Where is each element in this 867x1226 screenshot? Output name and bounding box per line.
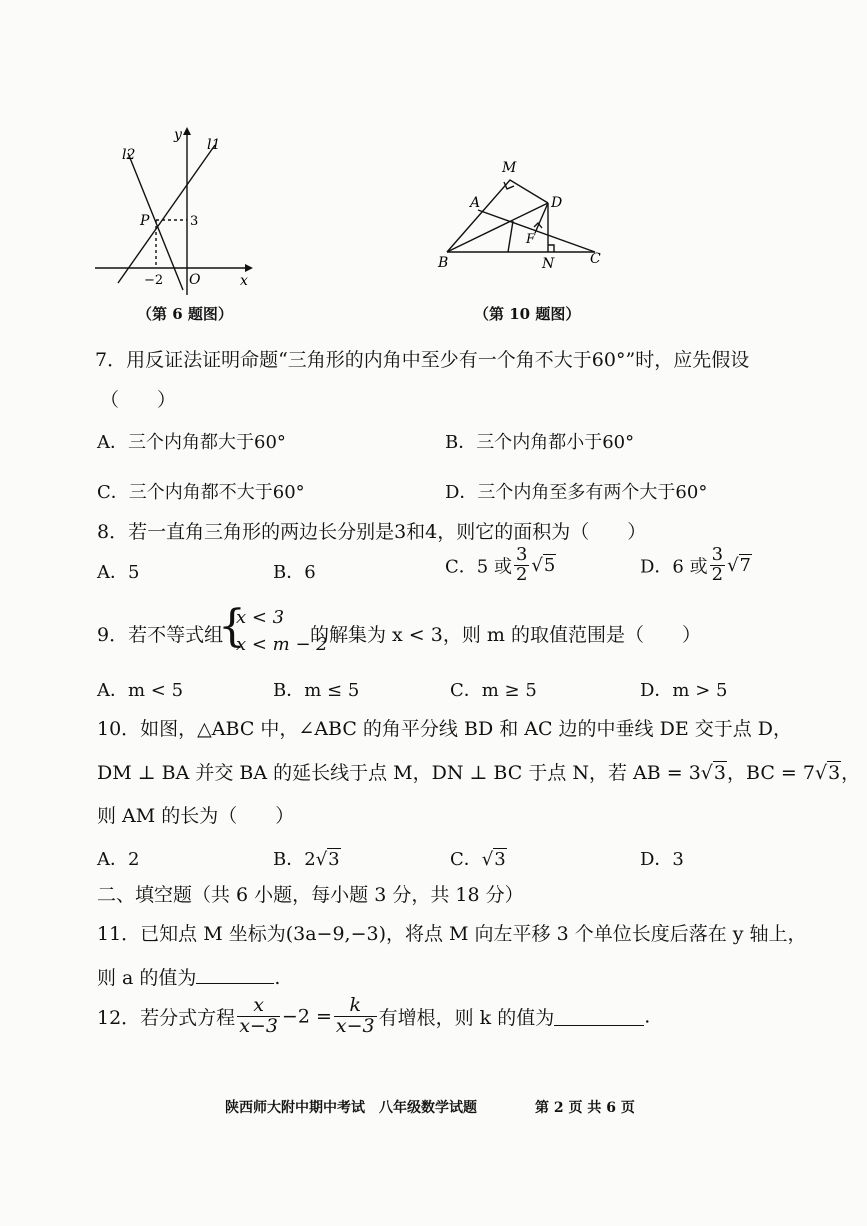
q7-paren: （ ） — [100, 389, 177, 411]
q12-mid: −2 = — [281, 1005, 332, 1028]
label-b: B — [438, 255, 449, 271]
label-d: D — [551, 195, 563, 211]
q10-option-a: A．2 — [97, 849, 140, 870]
q12-f2-num: k — [334, 996, 377, 1017]
label-m: M — [502, 160, 517, 176]
q10-line1: 10．如图，△ABC 中，∠ABC 的角平分线 BD 和 AC 边的中垂线 DE 交于点 D， — [97, 718, 793, 740]
q9-option-d: D．m > 5 — [640, 680, 728, 701]
q12-line — [97, 996, 650, 1037]
q9-brace: { — [218, 601, 246, 652]
q9-option-a: A．m < 5 — [97, 680, 184, 701]
q9-prefix: 9．若不等式组 — [97, 624, 224, 646]
q8-c-prefix: C．5 或 — [445, 556, 512, 578]
q7-option-c: C．三个内角都不大于60° — [97, 482, 305, 503]
q10-b-prefix: B．2 — [273, 849, 316, 870]
q8-d-fraction — [710, 546, 725, 585]
q8-d-prefix: D．6 或 — [640, 556, 708, 578]
y-arrow — [183, 127, 191, 135]
x-arrow — [245, 264, 253, 272]
q8-d-num: 3 — [711, 544, 724, 565]
q12-fraction-1 — [237, 996, 280, 1037]
q10-c-radicand: 3 — [494, 849, 506, 870]
label-x: x — [240, 273, 248, 289]
tick-minus-2: −2 — [144, 273, 164, 288]
q10-bc-radicand: 3 — [828, 762, 841, 784]
q10-option-b: B．2√3 — [273, 849, 340, 870]
q8-option-d: D．6 或 $\frac{3}{2}$ √7 — [640, 544, 751, 585]
q11-line2-pre: 则 a 的值为 — [97, 967, 197, 989]
q8-c-num: 3 — [515, 544, 528, 565]
label-f: F — [526, 232, 536, 247]
label-o: O — [189, 272, 201, 288]
q11-line2 — [97, 963, 280, 990]
q10-b-radicand: 3 — [328, 849, 340, 870]
figure-6 — [90, 125, 260, 300]
q8-c-den: 2 — [515, 563, 528, 585]
q11-line2-post: . — [274, 967, 281, 989]
label-y: y — [174, 127, 182, 143]
fig10-caption: （第 10 题图） — [474, 305, 581, 323]
footer-page-number: 第 2 页 共 6 页 — [535, 1100, 635, 1116]
q10-line2: DM ⊥ BA 并交 BA 的延长线于点 M，DN ⊥ BC 于点 N，若 AB = 3√3，BC = 7√3， — [97, 762, 861, 784]
right-angle-n — [548, 245, 554, 252]
q10-line3: 则 AM 的长为（ ） — [97, 805, 295, 827]
q7-stem: 7．用反证法证明命题“三角形的内角中至少有一个角不大于60°”时，应先假设 — [95, 349, 750, 371]
q10-line2-mid: ，BC = 7 — [727, 762, 815, 784]
q8-d-radicand: 7 — [739, 554, 751, 576]
q8-c-fraction — [514, 546, 529, 585]
q9-option-b: B．m ≤ 5 — [273, 680, 360, 701]
section-2-title: 二、填空题（共 6 小题，每小题 3 分，共 18 分） — [97, 884, 524, 906]
label-l1: l1 — [207, 137, 221, 153]
q8-option-a: A．5 — [97, 562, 140, 583]
q8-stem: 8．若一直角三角形的两边长分别是3和4，则它的面积为（ ） — [97, 521, 647, 543]
label-p: P — [140, 213, 150, 229]
fig6-caption: （第 6 题图） — [137, 305, 233, 323]
q12-f1-den: x−3 — [239, 1014, 278, 1037]
right-angle-m — [504, 182, 514, 189]
q8-option-b: B．6 — [273, 562, 316, 583]
q11-line1: 11．已知点 M 坐标为(3a−9,−3)，将点 M 向左平移 3 个单位长度后落在 y 轴上， — [97, 923, 807, 945]
q10-c-prefix: C． — [450, 849, 482, 870]
q9-suffix: 的解集为 x < 3，则 m 的取值范围是（ ） — [310, 624, 701, 646]
q8-option-c: C．5 或 $\frac{3}{2}$ √5 — [445, 544, 556, 585]
q12-f1-num: x — [237, 996, 280, 1017]
label-n: N — [542, 256, 555, 272]
q12-pre: 12．若分式方程 — [97, 1006, 236, 1029]
q12-answer-blank[interactable] — [554, 1007, 644, 1026]
tick-3: 3 — [190, 214, 199, 229]
label-c: C — [590, 251, 601, 267]
q11-answer-blank[interactable] — [196, 965, 274, 984]
q12-post: 有增根，则 k 的值为 — [378, 1006, 555, 1029]
footer-title: 陕西师大附中期中考试 八年级数学试题 — [225, 1100, 477, 1116]
q10-option-d: D．3 — [640, 849, 684, 870]
label-l2: l2 — [122, 147, 136, 163]
q10-line2-pre: DM ⊥ BA 并交 BA 的延长线于点 M，DN ⊥ BC 于点 N，若 AB = 3 — [97, 762, 701, 784]
figure-10 — [430, 155, 620, 280]
q8-c-radicand: 5 — [543, 554, 556, 576]
segment-extra — [508, 221, 513, 252]
q12-f2-den: x−3 — [335, 1014, 375, 1037]
q9-system-line2: x < m − 2 — [236, 634, 328, 655]
q10-option-c: C．√3 — [450, 849, 506, 870]
q7-option-b: B．三个内角都小于60° — [445, 432, 635, 453]
q9-system-line1: x < 3 — [236, 607, 285, 628]
q9-option-c: C．m ≥ 5 — [450, 680, 537, 701]
q7-option-d: D．三个内角至多有两个大于60° — [445, 482, 708, 503]
q12-end: . — [644, 1005, 651, 1028]
q12-fraction-2 — [334, 996, 377, 1037]
segment-de — [535, 203, 548, 233]
q7-option-a: A．三个内角都大于60° — [97, 432, 286, 453]
label-a: A — [470, 195, 481, 211]
q8-d-den: 2 — [711, 563, 724, 585]
q10-ab-radicand: 3 — [713, 762, 726, 784]
q10-line2-post: ， — [841, 762, 861, 784]
